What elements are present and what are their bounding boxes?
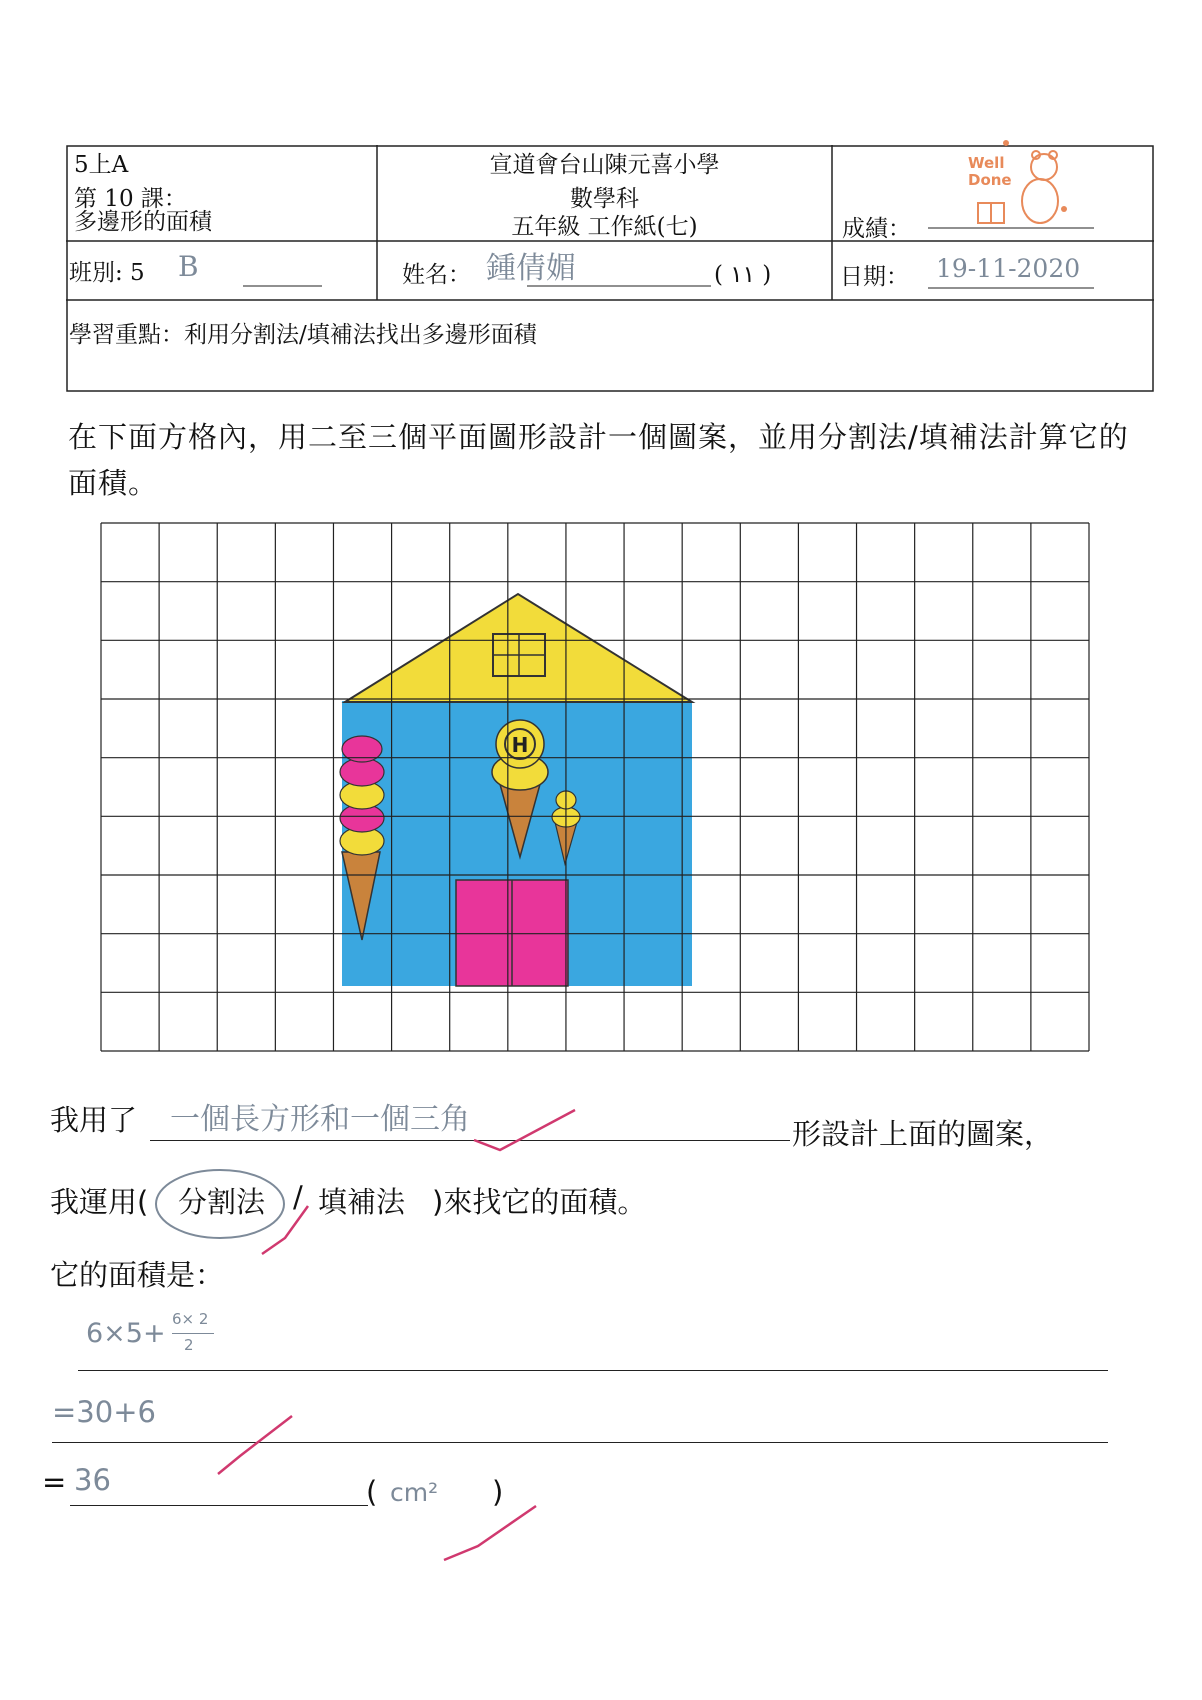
student-number: ( ۱۱ ): [714, 262, 772, 288]
check-mark-icon: [440, 1500, 540, 1570]
fraction-bar: [172, 1333, 214, 1334]
step1-line: [78, 1370, 1108, 1371]
step1-numerator: 6× 2: [172, 1310, 209, 1328]
step3-value: 36: [74, 1463, 111, 1497]
school-name: 宣道會台山陳元喜小學: [489, 152, 720, 178]
date-label: 日期：: [840, 264, 909, 290]
stamp-text-done: Done: [968, 171, 1012, 189]
lesson-number: 第 10 課：: [74, 186, 187, 212]
ice-cream-letter: H: [511, 733, 529, 757]
stamp-text-well: Well: [968, 154, 1005, 172]
step2-expression: =30+6: [52, 1395, 156, 1429]
answer-line: [70, 1505, 368, 1506]
unit-open: (: [366, 1475, 378, 1509]
unit-value: cm²: [390, 1478, 439, 1507]
instruction-text: 在下面方格內，用二至三個平面圖形設計一個圖案，並用分割法/填補法計算它的面積。: [68, 420, 1129, 500]
grade-label: 成績：: [842, 216, 911, 242]
unit-close: ): [492, 1475, 504, 1509]
class-label: 班別: 5: [69, 260, 145, 286]
q2-option-split: 分割法: [178, 1185, 266, 1219]
circle-mark: [150, 1166, 310, 1266]
lesson-title: 多邊形的面積: [74, 209, 212, 235]
q1-prefix: 我用了: [50, 1103, 138, 1137]
name-label: 姓名：: [402, 262, 471, 288]
grid-svg: [100, 522, 1090, 1072]
name-value: 鍾倩媚: [486, 251, 576, 286]
q1-suffix: 形設計上面的圖案，: [792, 1117, 1054, 1151]
step1-denominator: 2: [184, 1336, 194, 1354]
well-done-stamp: [966, 133, 1076, 243]
q2-option-fill: 填補法: [318, 1185, 406, 1219]
q2-suffix: )來找它的面積。: [432, 1185, 647, 1219]
check-mark-icon: [210, 1412, 300, 1482]
q2-prefix: 我運用(: [50, 1185, 149, 1219]
learning-focus: 學習重點：利用分割法/填補法找出多邊形面積: [69, 322, 537, 348]
q2-separator: /: [293, 1180, 303, 1214]
q3-label: 它的面積是：: [50, 1258, 225, 1292]
q1-answer: 一個長方形和一個三角: [170, 1102, 470, 1137]
check-mark-icon: [470, 1100, 580, 1160]
grid-drawing: [100, 522, 1090, 1072]
course-code: 5上A: [74, 152, 129, 178]
date-value: 19-11-2020: [936, 254, 1081, 283]
step1-expression: 6×5+: [86, 1318, 166, 1349]
subject-name: 數學科: [570, 186, 639, 212]
class-value: B: [178, 250, 199, 283]
step3-equals: =: [42, 1465, 67, 1499]
worksheet-title: 五年級 工作紙(七): [511, 214, 698, 240]
header-table: [66, 145, 1154, 392]
